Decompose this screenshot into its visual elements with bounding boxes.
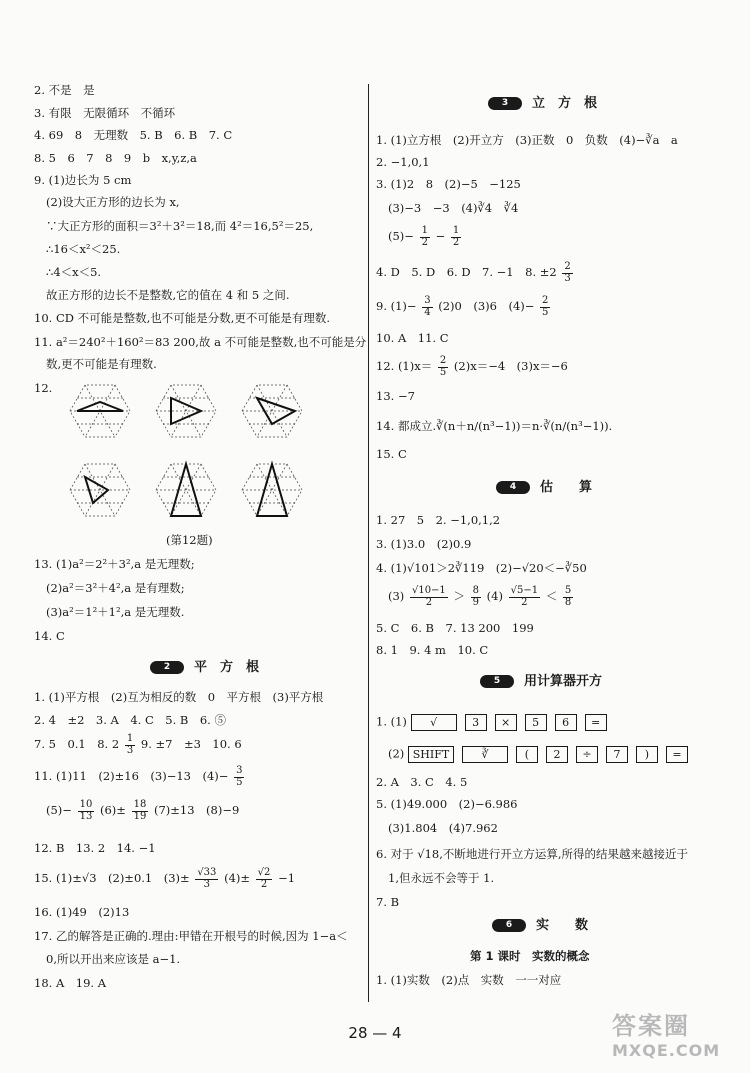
answer-text: 7. 5 0.1 8. 2 (34, 737, 120, 751)
answer-line (34, 868, 295, 890)
answer-text: (6)± (99, 803, 126, 817)
answer-line: 4. 69 8 无理数 5. B 6. B 7. C (34, 128, 233, 142)
answer-line: 0,所以开出来应该是 a−1. (46, 952, 181, 966)
sqrt-key: √ (411, 714, 457, 731)
answer-line: 16. (1)49 (2)13 (34, 905, 130, 919)
fraction-numerator: 5 (564, 585, 572, 596)
fraction-numerator: 1 (421, 225, 428, 236)
cube-root-key: ∛ (462, 746, 508, 763)
fraction-numerator: 2 (564, 261, 571, 272)
fraction-denominator: 2 (521, 596, 528, 608)
fraction (562, 262, 572, 284)
calculator-key-sequence (411, 714, 607, 731)
answer-line: 1. (1)平方根 (2)互为相反的数 0 平方根 (3)平方根 (34, 690, 324, 704)
answer-line: (3)1.804 (4)7.962 (388, 821, 498, 835)
answer-line: 1,但永远不会等于 1. (388, 871, 495, 885)
fraction-numerator: 3 (236, 765, 243, 776)
answer-line (34, 734, 242, 756)
answer-text: −1 (278, 871, 296, 885)
fraction-denominator: 13 (79, 810, 93, 822)
answer-text: (4) (486, 589, 503, 603)
section-heading-calculator (480, 674, 602, 690)
answer-line: 10. CD 不可能是整数,也不可能是分数,更不可能是有理数. (34, 311, 331, 325)
answer-line: 7. B (376, 895, 400, 909)
fraction-denominator: 4 (424, 306, 431, 318)
answer-line: ∵大正方形的面积＝3²＋3²＝18,而 4²＝16,5²＝25, (46, 219, 314, 233)
calculator-key-sequence (408, 746, 688, 763)
fraction-denominator: 5 (439, 366, 447, 378)
fraction-numerator: 1 (126, 733, 134, 744)
answer-line: 5. C 6. B 7. 13 200 199 (376, 621, 534, 635)
answer-line: 1. 27 5 2. −1,0,1,2 (376, 513, 501, 527)
answer-line: 15. C (376, 447, 407, 461)
fraction (540, 296, 550, 318)
fraction (420, 226, 430, 248)
answer-line (376, 714, 607, 731)
answer-text: 9. ±7 ±3 10. 6 (140, 737, 242, 751)
answer-line (34, 766, 246, 788)
section-number-badge: 6 (492, 919, 526, 932)
answer-line (388, 746, 688, 763)
digit-key: 5 (525, 714, 547, 731)
fraction-numerator: 8 (472, 585, 479, 596)
answer-line: 18. A 19. A (34, 976, 106, 990)
section-number-badge: 5 (480, 675, 514, 688)
watermark-logo (612, 1012, 742, 1070)
answer-line: (3)−3 −3 (4)∛4 ∛4 (388, 201, 519, 215)
fraction (195, 868, 218, 890)
equals-key: = (585, 714, 607, 731)
answer-text: (2) (388, 746, 405, 761)
answer-line: 13. (1)a²＝2²＋3²,a 是无理数; (34, 557, 195, 571)
answer-line: 2. 不是 是 (34, 83, 95, 97)
lesson-subheading: 第 1 课时 实数的概念 (470, 949, 590, 963)
answer-line: 11. a²＝240²＋160²＝83 200,故 a 不可能是整数,也不可能是分 (34, 335, 367, 349)
answer-text: ＞ (453, 589, 465, 603)
answer-line: 4. (1)√101＞2∛119 (2)−√20＜−∛50 (376, 561, 587, 575)
section-heading-estimation (496, 480, 592, 496)
fraction-denominator: 3 (203, 878, 211, 890)
answer-line: 8. 5 6 7 8 9 b x,y,z,a (34, 151, 197, 165)
section-title: 估 算 (540, 480, 593, 495)
fraction (471, 586, 481, 608)
answer-line: 3. 有限 无限循环 不循环 (34, 106, 176, 120)
answer-line: 3. (1)3.0 (2)0.9 (376, 537, 472, 551)
section-title: 平 方 根 (194, 660, 260, 675)
answer-line: 2. −1,0,1 (376, 155, 430, 169)
fraction (509, 586, 540, 608)
page-number: 28 — 4 (348, 1024, 402, 1042)
fraction-denominator: 8 (564, 596, 572, 608)
fraction-numerator: √10−1 (411, 585, 446, 596)
fraction-numerator: 18 (133, 799, 147, 810)
answer-line (376, 262, 575, 284)
fraction (234, 766, 244, 788)
divide-key: ÷ (576, 746, 598, 763)
fraction-denominator: 2 (452, 236, 460, 248)
answer-line: 14. C (34, 629, 65, 643)
answer-line: (2)设大正方形的边长为 x, (46, 195, 180, 209)
section-heading-real-numbers (492, 918, 588, 934)
drawn-triangle (77, 402, 123, 411)
answer-line (388, 586, 575, 608)
hexagon-grid-figure (60, 380, 320, 532)
fraction-numerator: 3 (424, 295, 431, 306)
fraction-denominator: 2 (425, 596, 433, 608)
fraction (438, 356, 448, 378)
fraction (563, 586, 573, 608)
answer-line: 8. 1 9. 4 m 10. C (376, 643, 489, 657)
fraction-numerator: 10 (79, 799, 93, 810)
section-heading-square-roots (150, 660, 259, 676)
fraction-numerator: 2 (439, 355, 447, 366)
section-number-badge: 2 (150, 661, 184, 674)
fraction-denominator: 3 (126, 744, 134, 756)
answer-line: ∴4＜x＜5. (46, 265, 102, 279)
fraction-denominator: 5 (542, 306, 549, 318)
answer-line: 14. 都成立.∛(n＋n/(n³−1))＝n·∛(n/(n³−1)). (376, 419, 613, 433)
answer-text: (2)0 (3)6 (4)− (438, 299, 535, 313)
digit-key: 3 (465, 714, 487, 731)
fraction-numerator: 2 (542, 295, 549, 306)
answer-text: 12. (1)x＝ (376, 359, 433, 373)
fraction-denominator: 19 (133, 810, 147, 822)
answer-text: 1. (1) (376, 714, 407, 729)
answer-line: 6. 对于 √18,不断地进行开立方运算,所得的结果越来越接近于 (376, 847, 689, 861)
answer-line (376, 356, 568, 378)
fraction (125, 734, 135, 756)
answer-line: (3)a²＝1²＋1²,a 是无理数. (46, 605, 185, 619)
fraction-numerator: √5−1 (510, 585, 539, 596)
answer-line: ∴16＜x²＜25. (46, 242, 121, 256)
answer-text: 4. D 5. D 6. D 7. −1 8. ±2 (376, 265, 557, 279)
watermark-url: MXQE.COM (612, 1040, 721, 1060)
close-paren-key: ) (636, 746, 658, 763)
answer-text: 11. (1)11 (2)±16 (3)−13 (4)− (34, 769, 229, 783)
answer-line: (2)a²＝3²＋4²,a 是有理数; (46, 581, 185, 595)
section-number-badge: 4 (496, 481, 530, 494)
fraction-denominator: 2 (260, 878, 268, 890)
answer-line: 2. 4 ±2 3. A 4. C 5. B 6. ⑤ (34, 713, 226, 727)
answer-line: 10. A 11. C (376, 331, 449, 345)
answer-line (376, 296, 552, 318)
section-number-badge: 3 (488, 97, 522, 110)
fraction (78, 800, 95, 822)
answer-line: 1. (1)立方根 (2)开立方 (3)正数 0 负数 (4)−∛a a (376, 133, 678, 147)
fraction-numerator: √2 (257, 867, 271, 878)
answer-text: (2)x＝−4 (3)x＝−6 (453, 359, 568, 373)
answer-line (46, 800, 239, 822)
section-title: 用计算器开方 (524, 674, 603, 689)
digit-key: 2 (546, 746, 568, 763)
answer-text: (4)± (224, 871, 251, 885)
column-divider (368, 84, 369, 1002)
figure-caption: (第12题) (166, 533, 213, 547)
fraction (410, 586, 448, 608)
watermark-text: 答案圈 (612, 1012, 690, 1040)
answer-text: (3) (388, 589, 405, 603)
fraction-denominator: 2 (421, 236, 428, 248)
answer-text: (5)− (46, 803, 72, 817)
answer-text: (5)− (388, 229, 414, 243)
section-heading-cube-roots (488, 96, 597, 112)
multiply-key: × (495, 714, 517, 731)
answer-line: 12. (34, 381, 53, 395)
answer-text: 15. (1)±√3 (2)±0.1 (3)± (34, 871, 190, 885)
answer-line (388, 226, 463, 248)
answer-text: − (435, 229, 446, 243)
fraction (422, 296, 432, 318)
shift-key: SHIFT (408, 746, 454, 763)
digit-key: 7 (606, 746, 628, 763)
answer-line: 5. (1)49.000 (2)−6.986 (376, 797, 518, 811)
section-title: 实 数 (536, 918, 589, 933)
fraction-numerator: 1 (452, 225, 460, 236)
answer-line: 3. (1)2 8 (2)−5 −125 (376, 177, 521, 191)
fraction (132, 800, 149, 822)
answer-line: 故正方形的边长不是整数,它的值在 4 和 5 之间. (46, 288, 290, 302)
fraction-denominator: 5 (236, 776, 243, 788)
answer-text: 9. (1)− (376, 299, 417, 313)
open-paren-key: ( (516, 746, 538, 763)
drawn-triangle (85, 477, 108, 503)
answer-line: 17. 乙的解答是正确的.理由:甲错在开根号的时候,因为 1−a＜ (34, 929, 348, 943)
fraction (256, 868, 273, 890)
answer-text: (7)±13 (8)−9 (153, 803, 240, 817)
section-title: 立 方 根 (532, 96, 598, 111)
answer-line: 2. A 3. C 4. 5 (376, 775, 468, 789)
answer-text: ＜ (545, 589, 558, 603)
answer-line: 1. (1)实数 (2)点 实数 一一对应 (376, 973, 562, 987)
answer-line: 数,更不可能是有理数. (46, 357, 157, 371)
equals-key: = (666, 746, 688, 763)
fraction-numerator: √33 (197, 867, 217, 878)
fraction-denominator: 9 (472, 596, 479, 608)
digit-key: 6 (555, 714, 577, 731)
answer-line: 13. −7 (376, 389, 415, 403)
fraction (451, 226, 461, 248)
answer-line: 9. (1)边长为 5 cm (34, 173, 132, 187)
answer-line: 12. B 13. 2 14. −1 (34, 841, 156, 855)
fraction-denominator: 3 (564, 272, 571, 284)
